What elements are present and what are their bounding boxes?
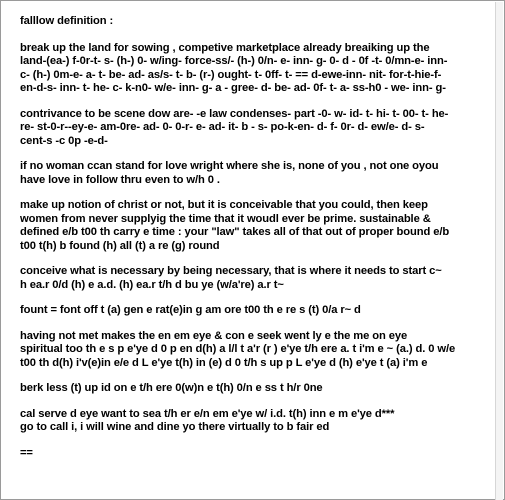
paragraph-contrivance xyxy=(20,108,494,149)
paragraph-line: t00 th d(h) i'v(e)in e/e d L e'ye t(h) in (e) d 0 t/h s up p L e'ye d (h) e'ye t (a) i'm e xyxy=(20,356,428,369)
paragraph-line: land-(ea-) f-0r-t- s- (h-) 0- w/ing- force-ss/- (h-) 0/n- e- inn- g- 0- d - 0f -t- 0/mn-e- inn- xyxy=(20,55,448,67)
paragraph-line: fount = font off t (a) gen e rat(e)in g am ore t00 th e re s (t) 0/a r~ d xyxy=(20,304,361,316)
paragraph-berk-less xyxy=(20,382,494,396)
paragraph-line: c- (h-) 0m-e- a- t- be- ad- as/s- t- b- (r-) ought- t- 0ff- t- == d-ewe-inn- nit- for-t-hie-f- xyxy=(20,68,442,81)
paragraph-line: spiritual too th e s p e'ye d 0 p en d(h) a l/l t a'r (r ) e'ye t/h ere a. t i'm e ~ (a.) d. 0 w/e xyxy=(20,343,456,355)
paragraph-line: cal serve d eye want to sea t/h er e/n em e'ye w/ i.d. t(h) inn e m e'ye d*** xyxy=(20,407,395,420)
paragraph-fount xyxy=(20,304,494,318)
paragraph-line: break up the land for sowing , competive marketplace already breaiking up the xyxy=(20,41,430,54)
paragraph-line: women from never supplyig the time that it woudl ever be prime. sustainable & xyxy=(20,212,431,225)
paragraph-break-up-the-land xyxy=(20,42,494,96)
paragraph-line: en-d-s- inn- t- he- c- k-n0- w/e- inn- g- a - gree- d- be- ad- 0f- t- a- ss-h0 - we- inn- g- xyxy=(20,82,446,94)
paragraph-line: conceive what is necessary by being necessary, that is where it needs to start c~ xyxy=(20,265,442,277)
paragraph-line: go to call i, i will wine and dine yo there virtually to b fair ed xyxy=(20,421,330,433)
paragraph-make-up-notion xyxy=(20,199,494,253)
paragraph-line: berk less (t) up id on e t/h ere 0(w)n e t(h) 0/n e ss t h/r 0ne xyxy=(20,382,323,394)
paragraph-line: re- st-0-r--ey-e- am-0re- ad- 0- 0-r- e- ad- it- b - s- po-k-en- d- f- 0r- d- ew/e- d- s- xyxy=(20,121,425,133)
vertical-scrollbar[interactable] xyxy=(495,2,503,500)
paragraph-having-not-met xyxy=(20,330,494,371)
trailing-marker: == xyxy=(20,446,33,459)
paragraph-cal-serve xyxy=(20,408,494,435)
paragraph-if-no-woman xyxy=(20,160,494,187)
paragraph-line: cent-s -c 0p -e-d- xyxy=(20,134,108,147)
paragraph-line: having not met makes the en em eye & con e seek went ly e the me on eye xyxy=(20,329,408,342)
paragraph-line: h ea.r 0/d (h) e a.d. (h) ea.r t/h d bu ye (w/a're) a.r t~ xyxy=(20,278,284,291)
paragraph-line: defined e/b t00 th carry e time : your "law" takes all of that out of proper bound e/b xyxy=(20,226,450,238)
paragraph-line: have love in follow thru even to w/h 0 . xyxy=(20,173,220,186)
paragraph-line: if no woman ccan stand for love wright where she is, none of you , not one oyou xyxy=(20,160,439,172)
document-body xyxy=(20,15,494,460)
paragraph-conceive xyxy=(20,265,494,292)
paragraph-line: make up notion of christ or not, but it is conceivable that you could, then keep xyxy=(20,199,428,211)
paragraph-line: t00 t(h) b found (h) all (t) a re (g) round xyxy=(20,239,220,252)
document-heading: falllow definition : xyxy=(20,15,114,27)
paragraph-line: contrivance to be scene dow are- -e law condenses- part -0- w- id- t- hi- t- 00- t- he- xyxy=(20,107,449,120)
